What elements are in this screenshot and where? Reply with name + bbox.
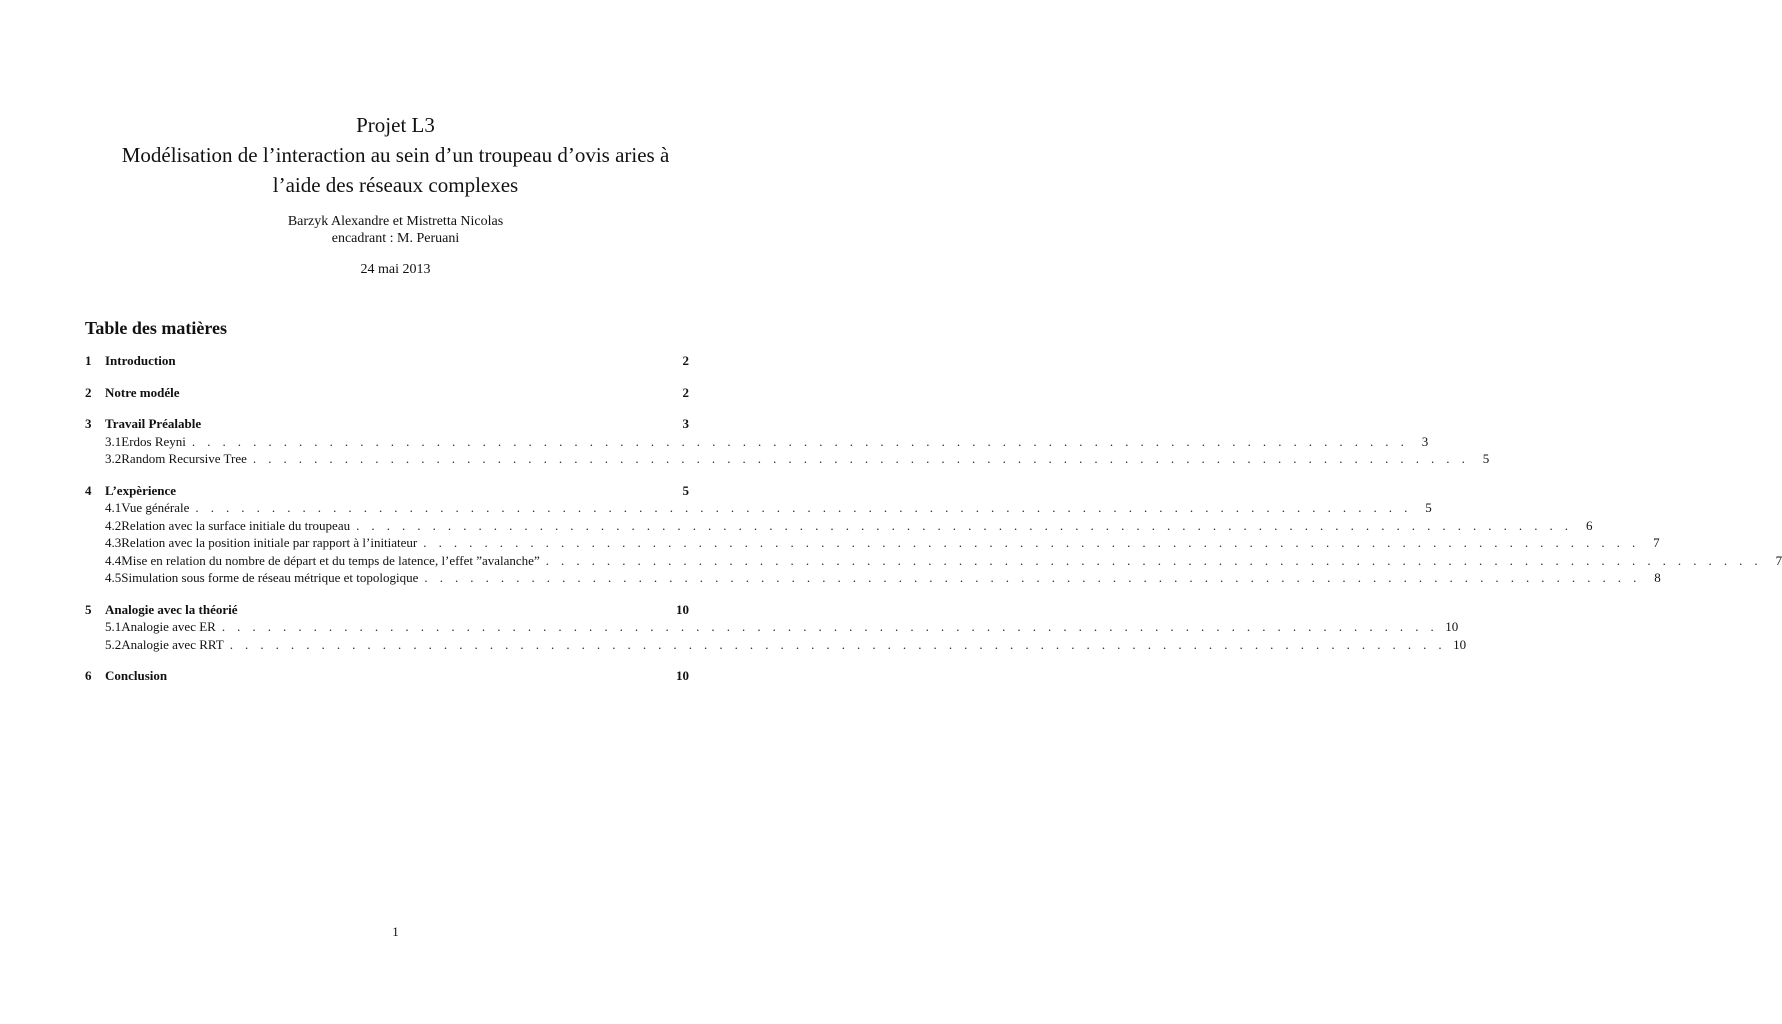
toc-leader-dots: . . . . . . . . . . . . . . . . . . . . . . . . . . . . . . . . . . . . . . . . . . . . . . . . . . . . . . . . . . . . . . . . . . . . . . . . . . . . . . . . bbox=[191, 433, 1409, 449]
toc-entry-page: 5 bbox=[682, 482, 689, 498]
toc-subentry-title: Erdos Reyni bbox=[121, 433, 186, 449]
toc-heading: Table des matières bbox=[85, 318, 227, 338]
table-of-contents bbox=[85, 352, 1782, 699]
toc-subentry-number: 4.3 bbox=[105, 535, 122, 550]
toc-entry-title: L’expèrience bbox=[105, 482, 176, 498]
toc-entry[interactable] bbox=[85, 415, 689, 433]
toc-subentry-number: 4.4 bbox=[105, 552, 122, 568]
toc-entry-number: 3 bbox=[85, 416, 92, 431]
toc-entry[interactable] bbox=[85, 601, 689, 619]
toc-subentry-title: Random Recursive Tree bbox=[121, 451, 247, 466]
toc-subentry-page: 7 bbox=[1775, 552, 1782, 568]
title-line-3: l’aide des réseaux complexes bbox=[272, 173, 519, 197]
toc-entry-page: 2 bbox=[682, 353, 689, 368]
toc-entry[interactable] bbox=[85, 384, 689, 402]
toc-subentry[interactable] bbox=[85, 517, 1593, 535]
supervisor: encadrant : M. Peruani bbox=[331, 231, 460, 246]
toc-entry-page: 10 bbox=[676, 601, 689, 617]
toc-entry-number: 4 bbox=[85, 482, 92, 498]
toc-entry-number: 1 bbox=[85, 353, 92, 368]
toc-subentry[interactable] bbox=[85, 534, 1660, 552]
toc-leader-dots: . . . . . . . . . . . . . . . . . . . . . . . . . . . . . . . . . . . . . . . . . . . . . . . . . . . . . . . . . . . . . . . . . . . . . . . . . . . . . . . . bbox=[356, 517, 1573, 533]
toc-subentry-title: Analogie avec RRT bbox=[121, 636, 224, 652]
toc-entry-title: Introduction bbox=[105, 353, 176, 368]
toc-section-5 bbox=[85, 601, 1467, 654]
toc-entry-page: 3 bbox=[682, 416, 689, 431]
toc-leader-dots: . . . . . . . . . . . . . . . . . . . . . . . . . . . . . . . . . . . . . . . . . . . . . . . . . . . . . . . . . . . . . . . . . . . . . . . . . . . . . . . . bbox=[424, 570, 1641, 585]
toc-section-4 bbox=[85, 482, 1782, 587]
title-block bbox=[0, 110, 791, 200]
toc-entry-title: Travail Préalable bbox=[105, 416, 202, 431]
document-date: 24 mai 2013 bbox=[360, 262, 431, 277]
authors-block bbox=[0, 213, 791, 247]
toc-subentry-title: Relation avec la surface initiale du troupeau bbox=[121, 517, 351, 533]
toc-subentry-number: 4.5 bbox=[105, 570, 122, 585]
toc-subentry[interactable] bbox=[85, 618, 1459, 636]
toc-subentry-page: 10 bbox=[1445, 619, 1459, 634]
toc-subentry-number: 3.1 bbox=[105, 433, 122, 449]
toc-subentry-number: 5.2 bbox=[105, 636, 122, 652]
toc-entry[interactable] bbox=[85, 667, 689, 685]
toc-section-3 bbox=[85, 415, 1490, 468]
toc-leader-dots: . . . . . . . . . . . . . . . . . . . . . . . . . . . . . . . . . . . . . . . . . . . . . . . . . . . . . . . . . . . . . . . . . . . . . . . . . . . . . . . . bbox=[195, 500, 1412, 515]
toc-subentry[interactable] bbox=[85, 636, 1467, 654]
toc-subentry[interactable] bbox=[85, 450, 1490, 468]
toc-entry-title: Notre modéle bbox=[105, 384, 180, 400]
toc-entry-number: 2 bbox=[85, 384, 92, 400]
toc-subentry-number: 5.1 bbox=[105, 619, 122, 634]
toc-subentry-title: Analogie avec ER bbox=[121, 619, 216, 634]
toc-subentry-title: Simulation sous forme de réseau métrique et topologique bbox=[121, 570, 419, 585]
toc-entry-number: 5 bbox=[85, 601, 92, 617]
toc-section-6 bbox=[85, 667, 689, 685]
toc-subentry-number: 4.1 bbox=[105, 500, 122, 515]
toc-leader-dots: . . . . . . . . . . . . . . . . . . . . . . . . . . . . . . . . . . . . . . . . . . . . . . . . . . . . . . . . . . . . . . . . . . . . . . . . . . . . . . . . bbox=[229, 636, 1447, 652]
toc-subentry-page: 7 bbox=[1653, 535, 1660, 550]
toc-subentry-number: 3.2 bbox=[105, 451, 122, 466]
toc-leader-dots: . . . . . . . . . . . . . . . . . . . . . . . . . . . . . . . . . . . . . . . . . . . . . . . . . . . . . . . . . . . . . . . . . . . . . . . . . . . . . . . . bbox=[221, 619, 1439, 634]
title-line-1: Projet L3 bbox=[356, 113, 435, 137]
toc-subentry[interactable] bbox=[85, 433, 1429, 451]
toc-subentry-page: 10 bbox=[1453, 636, 1467, 652]
toc-subentry-title: Relation avec la position initiale par rapport à l’initiateur bbox=[121, 535, 418, 550]
toc-subentry[interactable] bbox=[85, 499, 1432, 517]
toc-leader-dots: . . . . . . . . . . . . . . . . . . . . . . . . . . . . . . . . . . . . . . . . . . . . . . . . . . . . . . . . . . . . . . . . . . . . . . . . . . . . . . . . bbox=[545, 552, 1763, 568]
toc-subentry-page: 6 bbox=[1585, 517, 1593, 533]
toc-section-2 bbox=[85, 384, 689, 402]
toc-entry-title: Analogie avec la théorié bbox=[105, 601, 238, 617]
toc-subentry-page: 5 bbox=[1482, 451, 1490, 466]
title-line-2: Modélisation de l’interaction au sein d’un troupeau d’ovis aries à bbox=[121, 143, 670, 167]
toc-leader-dots: . . . . . . . . . . . . . . . . . . . . . . . . . . . . . . . . . . . . . . . . . . . . . . . . . . . . . . . . . . . . . . . . . . . . . . . . . . . . . . . . bbox=[252, 451, 1470, 466]
toc-subentry-number: 4.2 bbox=[105, 517, 122, 533]
toc-subentry-title: Vue générale bbox=[121, 500, 190, 515]
toc-leader-dots: . . . . . . . . . . . . . . . . . . . . . . . . . . . . . . . . . . . . . . . . . . . . . . . . . . . . . . . . . . . . . . . . . . . . . . . . . . . . . . . . bbox=[423, 535, 1640, 550]
toc-subentry-page: 3 bbox=[1421, 433, 1429, 449]
toc-subentry-page: 5 bbox=[1425, 500, 1432, 515]
toc-subentry-page: 8 bbox=[1654, 570, 1661, 585]
page-number: 1 bbox=[392, 924, 399, 939]
toc-entry[interactable] bbox=[85, 352, 689, 370]
toc-entry-page: 10 bbox=[676, 668, 689, 683]
toc-section-1 bbox=[85, 352, 689, 370]
toc-subentry[interactable] bbox=[85, 552, 1782, 570]
toc-entry-title: Conclusion bbox=[105, 668, 168, 683]
toc-entry[interactable] bbox=[85, 482, 689, 500]
toc-subentry-title: Mise en relation du nombre de départ et du temps de latence, l’effet ”avalanche” bbox=[121, 552, 540, 568]
toc-entry-number: 6 bbox=[85, 668, 92, 683]
toc-entry-page: 2 bbox=[682, 384, 689, 400]
toc-subentry[interactable] bbox=[85, 569, 1661, 587]
author-names: Barzyk Alexandre et Mistretta Nicolas bbox=[287, 214, 504, 229]
